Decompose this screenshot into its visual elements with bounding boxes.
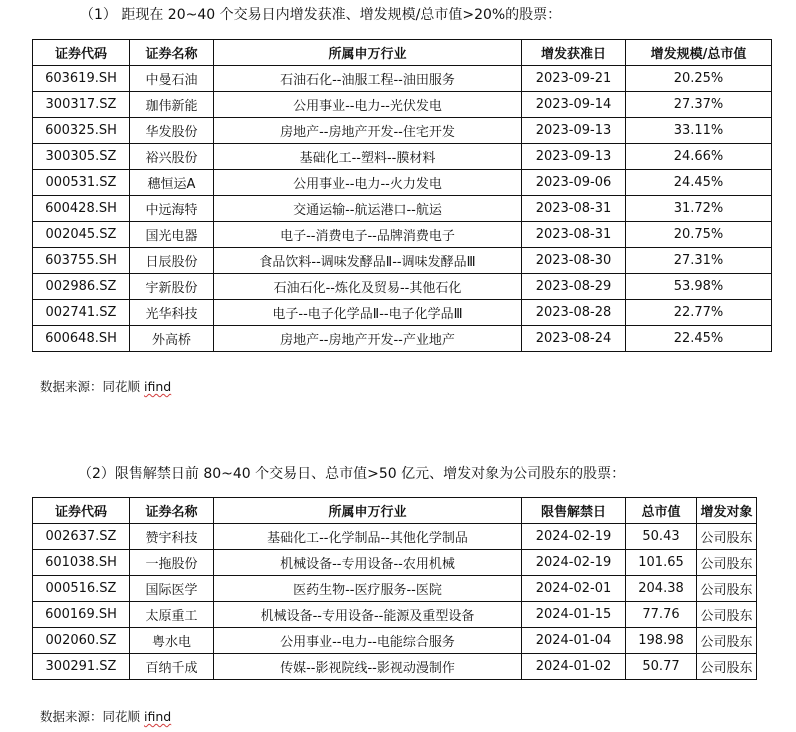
- table-row: [33, 274, 772, 300]
- approval-date-cell: 2023-09-13: [522, 144, 626, 170]
- placement-target-cell: 公司股东: [697, 628, 757, 654]
- scale-ratio-cell: 27.31%: [626, 248, 772, 274]
- industry-cell: 电子--消费电子--品牌消费电子: [214, 222, 522, 248]
- source-brand: ifind: [143, 709, 172, 724]
- source-label: 数据来源：同花顺: [40, 709, 144, 724]
- header-industry: 所属申万行业: [214, 40, 522, 66]
- table-row: [33, 248, 772, 274]
- name-cell: 日辰股份: [130, 248, 214, 274]
- code-cell: 002741.SZ: [33, 300, 130, 326]
- name-cell: 百纳千成: [130, 654, 214, 680]
- scale-ratio-cell: 31.72%: [626, 196, 772, 222]
- header-industry: 所属申万行业: [214, 498, 522, 524]
- table-row: [33, 144, 772, 170]
- header-code: 证券代码: [33, 40, 130, 66]
- header-code: 证券代码: [33, 498, 130, 524]
- placement-target-cell: 公司股东: [697, 602, 757, 628]
- code-cell: 600648.SH: [33, 326, 130, 352]
- approval-date-cell: 2023-08-24: [522, 326, 626, 352]
- market-cap-cell: 101.65: [626, 550, 697, 576]
- unlock-date-cell: 2024-02-19: [522, 550, 626, 576]
- header-market-cap: 总市值: [626, 498, 697, 524]
- approval-date-cell: 2023-09-06: [522, 170, 626, 196]
- table-row: [33, 550, 757, 576]
- code-cell: 002060.SZ: [33, 628, 130, 654]
- market-cap-cell: 77.76: [626, 602, 697, 628]
- name-cell: 珈伟新能: [130, 92, 214, 118]
- table-row: [33, 66, 772, 92]
- name-cell: 中曼石油: [130, 66, 214, 92]
- industry-cell: 机械设备--专用设备--农用机械: [214, 550, 522, 576]
- approval-date-cell: 2023-08-31: [522, 196, 626, 222]
- code-cell: 600169.SH: [33, 602, 130, 628]
- unlock-date-cell: 2024-01-15: [522, 602, 626, 628]
- header-placement-target: 增发对象: [697, 498, 757, 524]
- industry-cell: 机械设备--专用设备--能源及重型设备: [214, 602, 522, 628]
- approval-date-cell: 2023-08-31: [522, 222, 626, 248]
- code-cell: 300291.SZ: [33, 654, 130, 680]
- header-scale-ratio: 增发规模/总市值: [626, 40, 772, 66]
- data-source-note: [40, 709, 171, 725]
- table-row: [33, 196, 772, 222]
- table-row: [33, 326, 772, 352]
- table-row: [33, 222, 772, 248]
- name-cell: 一拖股份: [130, 550, 214, 576]
- name-cell: 穗恒运A: [130, 170, 214, 196]
- industry-cell: 房地产--房地产开发--住宅开发: [214, 118, 522, 144]
- industry-cell: 传媒--影视院线--影视动漫制作: [214, 654, 522, 680]
- scale-ratio-cell: 20.75%: [626, 222, 772, 248]
- table-header-row: [33, 40, 772, 66]
- name-cell: 赞宇科技: [130, 524, 214, 550]
- table-row: [33, 628, 757, 654]
- name-cell: 国际医学: [130, 576, 214, 602]
- industry-cell: 公用事业--电力--电能综合服务: [214, 628, 522, 654]
- industry-cell: 石油石化--炼化及贸易--其他石化: [214, 274, 522, 300]
- name-cell: 华发股份: [130, 118, 214, 144]
- approval-date-cell: 2023-09-21: [522, 66, 626, 92]
- scale-ratio-cell: 22.77%: [626, 300, 772, 326]
- code-cell: 601038.SH: [33, 550, 130, 576]
- scale-ratio-cell: 22.45%: [626, 326, 772, 352]
- name-cell: 宇新股份: [130, 274, 214, 300]
- scale-ratio-cell: 53.98%: [626, 274, 772, 300]
- code-cell: 300305.SZ: [33, 144, 130, 170]
- table-row: [33, 576, 757, 602]
- name-cell: 光华科技: [130, 300, 214, 326]
- industry-cell: 石油石化--油服工程--油田服务: [214, 66, 522, 92]
- data-source-note: [40, 379, 171, 395]
- header-name: 证券名称: [130, 40, 214, 66]
- table-header-row: [33, 498, 757, 524]
- scale-ratio-cell: 24.45%: [626, 170, 772, 196]
- placement-target-cell: 公司股东: [697, 576, 757, 602]
- header-unlock-date: 限售解禁日: [522, 498, 626, 524]
- industry-cell: 公用事业--电力--火力发电: [214, 170, 522, 196]
- unlock-date-cell: 2024-02-01: [522, 576, 626, 602]
- unlock-date-cell: 2024-02-19: [522, 524, 626, 550]
- placement-approval-table: [32, 39, 772, 352]
- approval-date-cell: 2023-08-29: [522, 274, 626, 300]
- placement-target-cell: 公司股东: [697, 524, 757, 550]
- scale-ratio-cell: 24.66%: [626, 144, 772, 170]
- source-brand: ifind: [143, 379, 172, 394]
- code-cell: 600325.SH: [33, 118, 130, 144]
- table-row: [33, 654, 757, 680]
- table-row: [33, 118, 772, 144]
- market-cap-cell: 50.43: [626, 524, 697, 550]
- table-row: [33, 170, 772, 196]
- section2-title: （2）限售解禁日前 80~40 个交易日、总市值>50 亿元、增发对象为公司股东的股票：: [78, 466, 626, 482]
- industry-cell: 食品饮料--调味发酵品Ⅱ--调味发酵品Ⅲ: [214, 248, 522, 274]
- unlock-date-cell: 2024-01-02: [522, 654, 626, 680]
- table-row: [33, 92, 772, 118]
- code-cell: 000516.SZ: [33, 576, 130, 602]
- scale-ratio-cell: 33.11%: [626, 118, 772, 144]
- code-cell: 002637.SZ: [33, 524, 130, 550]
- code-cell: 002986.SZ: [33, 274, 130, 300]
- table-row: [33, 524, 757, 550]
- table-row: [33, 602, 757, 628]
- industry-cell: 基础化工--化学制品--其他化学制品: [214, 524, 522, 550]
- lockup-expiry-table: [32, 497, 757, 680]
- code-cell: 603619.SH: [33, 66, 130, 92]
- approval-date-cell: 2023-08-30: [522, 248, 626, 274]
- section1-title: （1） 距现在 20~40 个交易日内增发获准、增发规模/总市值>20%的股票：: [80, 7, 562, 23]
- name-cell: 中远海特: [130, 196, 214, 222]
- name-cell: 裕兴股份: [130, 144, 214, 170]
- code-cell: 002045.SZ: [33, 222, 130, 248]
- industry-cell: 公用事业--电力--光伏发电: [214, 92, 522, 118]
- market-cap-cell: 198.98: [626, 628, 697, 654]
- code-cell: 600428.SH: [33, 196, 130, 222]
- source-label: 数据来源：同花顺: [40, 379, 144, 394]
- code-cell: 000531.SZ: [33, 170, 130, 196]
- code-cell: 603755.SH: [33, 248, 130, 274]
- industry-cell: 基础化工--塑料--膜材料: [214, 144, 522, 170]
- table-row: [33, 300, 772, 326]
- unlock-date-cell: 2024-01-04: [522, 628, 626, 654]
- code-cell: 300317.SZ: [33, 92, 130, 118]
- name-cell: 外高桥: [130, 326, 214, 352]
- name-cell: 太原重工: [130, 602, 214, 628]
- industry-cell: 电子--电子化学品Ⅱ--电子化学品Ⅲ: [214, 300, 522, 326]
- approval-date-cell: 2023-08-28: [522, 300, 626, 326]
- industry-cell: 医药生物--医疗服务--医院: [214, 576, 522, 602]
- scale-ratio-cell: 20.25%: [626, 66, 772, 92]
- approval-date-cell: 2023-09-14: [522, 92, 626, 118]
- name-cell: 国光电器: [130, 222, 214, 248]
- header-name: 证券名称: [130, 498, 214, 524]
- placement-target-cell: 公司股东: [697, 550, 757, 576]
- header-approval-date: 增发获准日: [522, 40, 626, 66]
- market-cap-cell: 204.38: [626, 576, 697, 602]
- approval-date-cell: 2023-09-13: [522, 118, 626, 144]
- placement-target-cell: 公司股东: [697, 654, 757, 680]
- scale-ratio-cell: 27.37%: [626, 92, 772, 118]
- industry-cell: 房地产--房地产开发--产业地产: [214, 326, 522, 352]
- industry-cell: 交通运输--航运港口--航运: [214, 196, 522, 222]
- name-cell: 粤水电: [130, 628, 214, 654]
- market-cap-cell: 50.77: [626, 654, 697, 680]
